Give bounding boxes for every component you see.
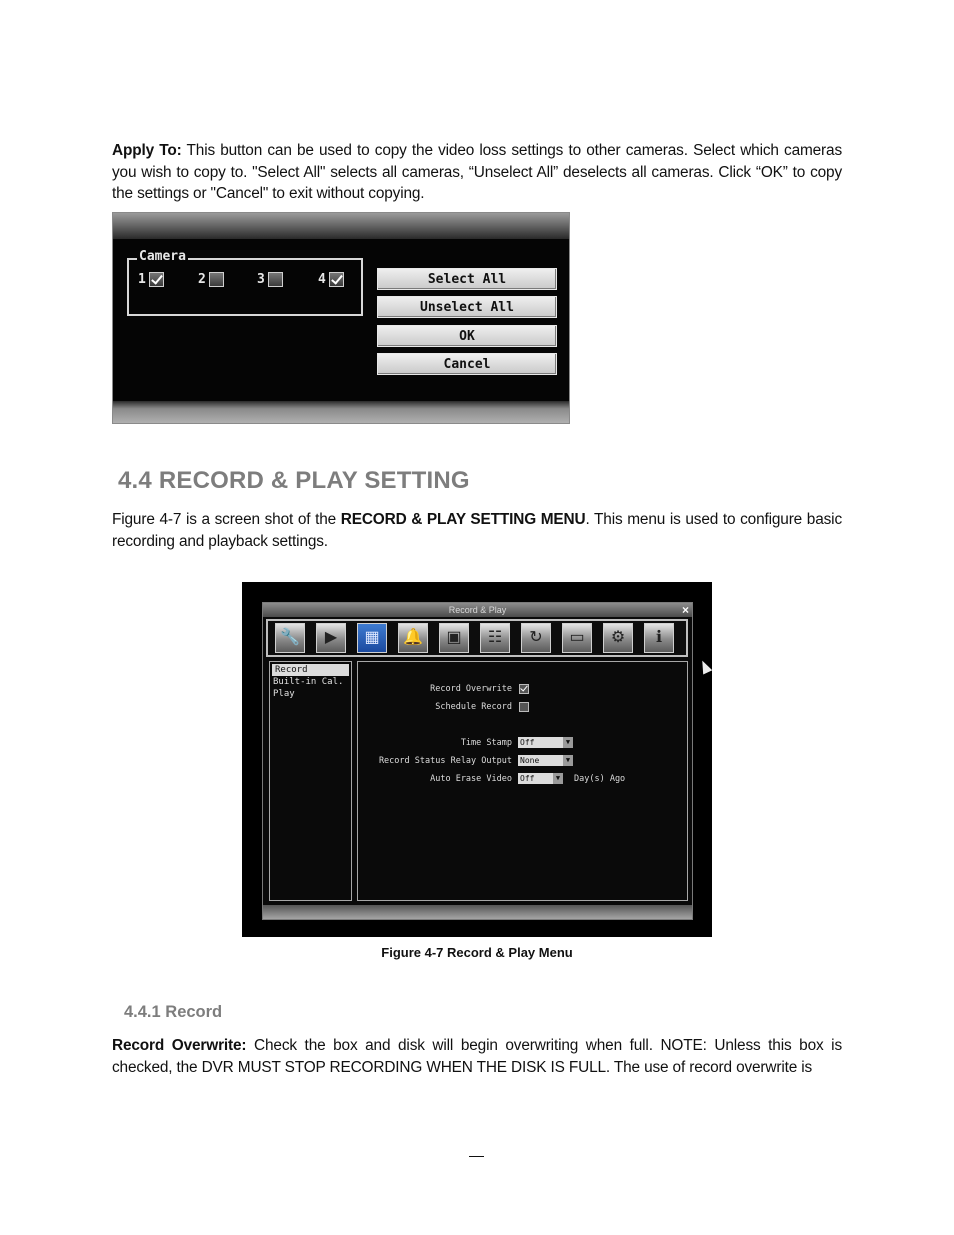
relay-output-value: None [520, 756, 540, 765]
record-overwrite-paragraph [112, 1035, 842, 1078]
info-icon[interactable]: ℹ [644, 623, 674, 653]
chevron-down-icon: ▼ [553, 773, 563, 784]
camera-2-checkbox[interactable] [209, 272, 224, 287]
side-item-built-in-cal[interactable]: Built-in Cal. [273, 677, 344, 687]
intro-suffix: . This menu is used to configure basic recording and playback settings. [112, 511, 842, 550]
camera-group [127, 249, 363, 316]
figure-caption: Figure 4-7 Record & Play Menu [381, 945, 573, 960]
auto-erase-value: Off [520, 774, 535, 783]
record-play-window [262, 602, 693, 920]
auto-erase-select[interactable] [518, 773, 563, 784]
camera-4-number: 4 [318, 272, 326, 287]
backup-icon[interactable]: ↻ [521, 623, 551, 653]
menu-toolbar [266, 619, 688, 657]
chevron-down-icon: ▼ [563, 755, 573, 766]
side-item-play[interactable]: Play [273, 689, 295, 699]
apply-to-dialog [112, 212, 570, 424]
apply-to-label: Apply To: [112, 142, 182, 159]
chevron-down-icon: ▼ [563, 737, 573, 748]
camera-4-checkbox[interactable] [329, 272, 344, 287]
camera-2-number: 2 [198, 272, 206, 287]
camera-1-number: 1 [138, 272, 146, 287]
relay-output-select[interactable] [518, 755, 573, 766]
side-item-record[interactable]: Record [272, 664, 349, 676]
wrench-icon[interactable]: 🔧 [275, 623, 305, 653]
camera-2-option[interactable] [198, 272, 224, 287]
apply-to-paragraph [112, 140, 842, 205]
section-heading: 4.4 RECORD & PLAY SETTING [118, 467, 470, 494]
auto-erase-label: Auto Erase Video [430, 774, 512, 784]
time-stamp-label: Time Stamp [460, 738, 512, 748]
camera-3-number: 3 [257, 272, 265, 287]
intro-bold: RECORD & PLAY SETTING MENU [340, 511, 586, 528]
schedule-record-label: Schedule Record [435, 702, 512, 712]
cancel-button[interactable]: Cancel [377, 353, 557, 375]
unselect-all-button[interactable]: Unselect All [377, 296, 557, 318]
network-icon[interactable]: ☷ [480, 623, 510, 653]
camera-3-option[interactable] [257, 272, 283, 287]
close-icon[interactable]: × [681, 603, 689, 617]
hdd-icon[interactable]: ▣ [439, 623, 469, 653]
gear-icon[interactable]: ⚙ [603, 623, 633, 653]
camera-icon[interactable]: ▶ [316, 623, 346, 653]
record-overwrite-text: Check the box and disk will begin overwriting when full. NOTE: Unless this box is checked, the DVR MUST STOP RECORDING WHEN THE DISK IS FULL. The use of record overwrite is [112, 1037, 842, 1076]
record-overwrite-term: Record Overwrite: [112, 1037, 247, 1054]
footer-rule [469, 1156, 484, 1157]
intro-prefix: Figure 4-7 is a screen shot of the [112, 511, 341, 528]
side-menu [269, 661, 352, 901]
monitor-icon[interactable]: ▭ [562, 623, 592, 653]
section-intro [112, 509, 842, 552]
settings-panel [357, 661, 688, 901]
subsection-heading: 4.4.1 Record [124, 1003, 223, 1021]
ok-button[interactable]: OK [377, 325, 557, 347]
window-status-bar [263, 905, 692, 919]
select-all-button[interactable]: Select All [377, 268, 557, 290]
camera-1-option[interactable] [138, 272, 164, 287]
relay-output-label: Record Status Relay Output [378, 756, 512, 766]
time-stamp-select[interactable] [518, 737, 573, 748]
record-play-screenshot [242, 582, 712, 937]
window-title: Record & Play [263, 603, 692, 617]
auto-erase-suffix: Day(s) Ago [574, 774, 626, 784]
camera-group-label: Camera [139, 249, 186, 264]
dialog-status-bar [113, 401, 569, 423]
dialog-title-bar [113, 213, 569, 239]
record-overwrite-label: Record Overwrite [430, 684, 512, 694]
grid-icon[interactable]: ▦ [357, 623, 387, 653]
camera-1-checkbox[interactable] [149, 272, 164, 287]
camera-4-option[interactable] [318, 272, 344, 287]
schedule-record-checkbox[interactable] [519, 702, 529, 712]
camera-3-checkbox[interactable] [268, 272, 283, 287]
bell-icon[interactable]: 🔔 [398, 623, 428, 653]
time-stamp-value: Off [520, 738, 535, 747]
apply-to-text: This button can be used to copy the video loss settings to other cameras. Select which cameras you wish to copy to. "Select All" selects all cameras, “Unselect All” deselects all cameras. Click “OK” to copy the settings or "Cancel" to exit without copying. [112, 142, 842, 202]
record-overwrite-checkbox[interactable] [519, 684, 529, 694]
